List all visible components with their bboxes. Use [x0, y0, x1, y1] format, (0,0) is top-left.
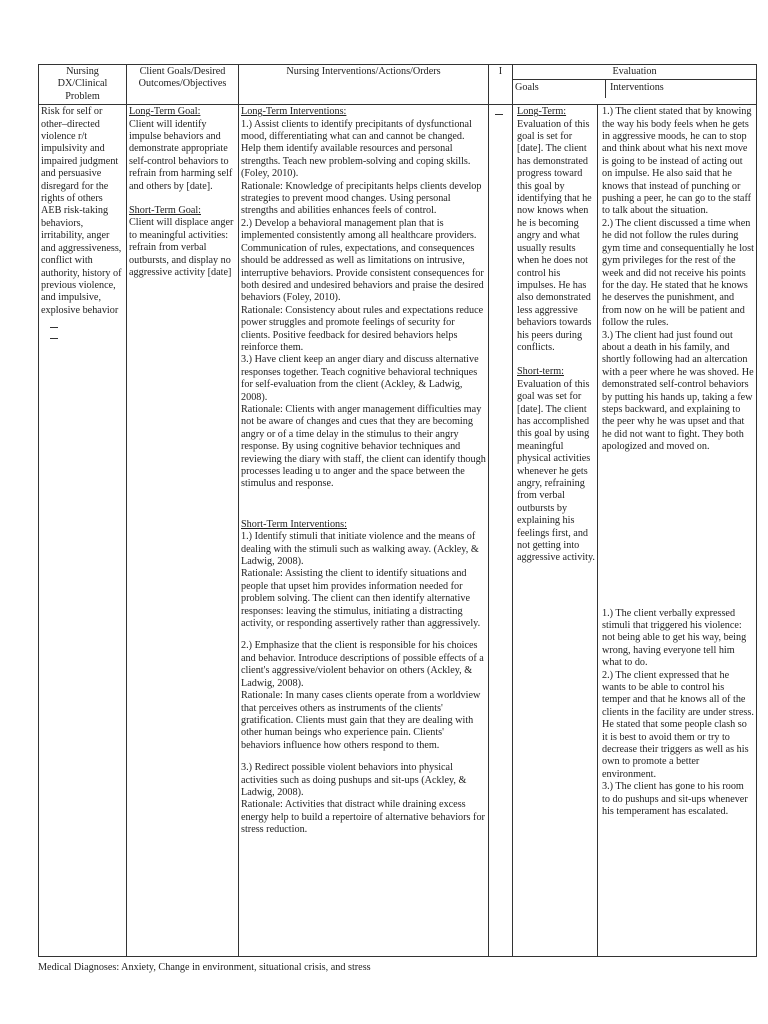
- eval-goals-cell: [513, 105, 598, 957]
- header-evaluation-label: Evaluation: [612, 66, 657, 77]
- subheader-goals: Goals: [513, 80, 606, 97]
- goals-cell: [127, 105, 239, 957]
- spacer: [517, 354, 595, 366]
- spacer: [602, 454, 754, 608]
- long-intervention-item: 1.) Assist clients to identify precipitants of dysfunctional mood, differentiating what can and cannot be changed. Help them identify available resources and personal strengths. Teach new problem-solving and coping skills. (Foley, 2010). Rationale: Knowledge of precipitants helps clients develop strategies to prevent mood changes. Using personal strengths and abilities enhances feels of control.: [241, 118, 482, 217]
- eval-short-item: 3.) The client has gone to his room to do pushups and sit-ups whenever his temperament has escalated.: [602, 781, 748, 818]
- short-intervention-item: 2.) Emphasize that the client is responsible for his choices and behavior. Introduce descriptions of possible effects of a client's aggressive/violent behavior on others (Ackley, & Ladwig, 2008). Rationale: In many cases clients operate from a worldview that perceives others as instruments of the clients' gratification. Clients must gain that they are dealing with other human beings who experience pain. Clients' behaviors influence how others respond to them.: [241, 640, 484, 751]
- medical-diagnoses-footer: Medical Diagnoses: Anxiety, Change in environment, situational crisis, and stress: [38, 962, 371, 973]
- header-i-label: I: [498, 66, 503, 77]
- dash-mark: [50, 338, 58, 339]
- short-intervention-item: 3.) Redirect possible violent behaviors into physical activities such as doing pushups and sit-ups (Ackley, & Ladwig, 2008). Rationale: Activities that distract while draining excess energy help to build a repertoire of alternative behaviors for stress reduction.: [241, 762, 485, 836]
- header-nursing-dx: Nursing DX/Clinical Problem: [39, 65, 127, 105]
- care-plan-page: [38, 64, 756, 957]
- nursing-diagnosis-text: Risk for self or other–directed violence r/t impulsivity and impaired judgment and persuasive disregard for the rights of others AEB risk-taking behaviors, irritability, anger and aggressiveness, conflict with authority, history of previous violence, and impulsive, explosive behavior: [41, 106, 122, 316]
- long-term-goal-title: Long-Term Goal:: [129, 106, 201, 118]
- eval-short-item: 1.) The client verbally expressed stimuli that triggered his violence: not being able to get his way, being wrong, having everyone tell him what to do.: [602, 607, 747, 669]
- implementation-cell: [489, 105, 513, 957]
- eval-long-item: 3.) The client had just found out about a death in his family, and shortly following had an altercation with a peer where he was shoved. He demonstrated self-control behaviors by putting his hands up, taking a few steps backward, and explaining to the peer why he was upset and that he did not want to fight. They both apologized and moved on.: [602, 329, 754, 453]
- spacer: [241, 491, 486, 519]
- interventions-cell: [239, 105, 489, 957]
- nursing-care-plan-table: [38, 64, 757, 957]
- dash-mark: [50, 327, 58, 328]
- eval-long-item: 1.) The client stated that by knowing the way his body feels when he gets in aggressive moods, he can to stop and think about what his next move is going to be instead of acting out on impulse. He also said that he knows that instead of punching or pushing a peer, he can go to the staff to talk about the situation.: [602, 106, 752, 217]
- short-term-goal-title: Short-Term Goal:: [129, 205, 201, 217]
- eval-long-term-text: Evaluation of this goal is set for [date]. The client has demonstrated progress toward this goal by identifying that he now knows when he is becoming angry and what usually results when he does not control his impulses. He has also demonstrated less aggressive behaviors towards his peers during conflicts.: [517, 118, 592, 353]
- eval-short-term-text: Evaluation of this goal was set for [date]. The client has accomplished this goal by using meaningful physical activities whenever he gets angry, refraining from verbal outbursts by explaining his feelings first, and not getting into aggressive activity.: [517, 378, 595, 564]
- short-term-goal-text: Client will displace anger to meaningful activities: refrain from verbal outbursts, and display no aggressive activity [date]: [129, 217, 234, 279]
- long-term-interventions-title: Long-Term Interventions:: [241, 106, 347, 118]
- evaluation-subheader: [513, 79, 756, 97]
- spacer: [241, 752, 486, 762]
- long-term-goal-text: Client will identify impulse behaviors and demonstrate appropriate self-control behaviors to refrain from harming self and others by [date].: [129, 118, 233, 192]
- short-term-interventions-title: Short-Term Interventions:: [241, 518, 347, 530]
- header-row: [39, 65, 757, 105]
- eval-short-term-title: Short-term:: [517, 366, 564, 378]
- eval-long-item: 2.) The client discussed a time when he did not follow the rules during gym time and consequentially he lost gym privileges for the rest of the week and did not receive his points for the day. He stated that he knows he deserves the punishment, and from now on he will be patient and follow the rules.: [602, 217, 754, 329]
- dash-mark: [495, 114, 503, 115]
- header-implementation: [489, 65, 513, 105]
- eval-long-term-title: Long-Term:: [517, 106, 567, 118]
- eval-short-item: 2.) The client expressed that he wants to be able to control his temper and that he knows all of the clients in the facility are under stress. He stated that some people clash so it is best to avoid them or try to decrease their triggers as well as his own to promote a better environment.: [602, 669, 754, 780]
- header-nursing-interventions: Nursing Interventions/Actions/Orders: [239, 65, 489, 105]
- dx-cell: [39, 105, 127, 957]
- long-intervention-item: 2.) Develop a behavioral management plan that is implemented consistently among all healthcare providers. Communication of rules, expectations, and consequences should be addressed as well as limitations on intrusive, interruptive behaviors. Provide consistent consequences for both desired and undesired behaviors and praise the desired behaviors (Foley, 2010). Rationale: Consistency about rules and expectations reduce power struggles and promote feelings of security for clients. Positive feedback for desired behaviors helps reinforce them.: [241, 217, 484, 353]
- spacer: [241, 630, 486, 640]
- eval-interventions-cell: [598, 105, 757, 957]
- content-row: [39, 105, 757, 957]
- short-intervention-item: 1.) Identify stimuli that initiate violence and the means of dealing with the stimuli such as walking away. (Ackley, & Ladwig, 2008). Rationale: Assisting the client to identify situations and people that upset him provides information needed for problem solving. The client can then identify alternative responses: leaving the stimulus, initiating a distracting activity, or responding assertively rather than aggressively.: [241, 531, 481, 630]
- header-client-goals: Client Goals/Desired Outcomes/Objectives: [127, 65, 239, 105]
- subheader-interventions: Interventions: [610, 82, 664, 94]
- long-intervention-item: 3.) Have client keep an anger diary and discuss alternative responses together. Teach cognitive behavioral techniques for self-evaluation from the client (Ackley, & Ladwig, 2008). Rationale: Clients with anger management difficulties may not be aware of changes and cues that they are becoming angry or of a time delay in the stimulus to their angry response. By using cognitive behavior techniques and reviewing the diary with staff, the client can identify though processes leading u to anger and the space between the stimulus and response.: [241, 354, 486, 490]
- header-evaluation: [513, 65, 757, 105]
- spacer: [129, 193, 236, 205]
